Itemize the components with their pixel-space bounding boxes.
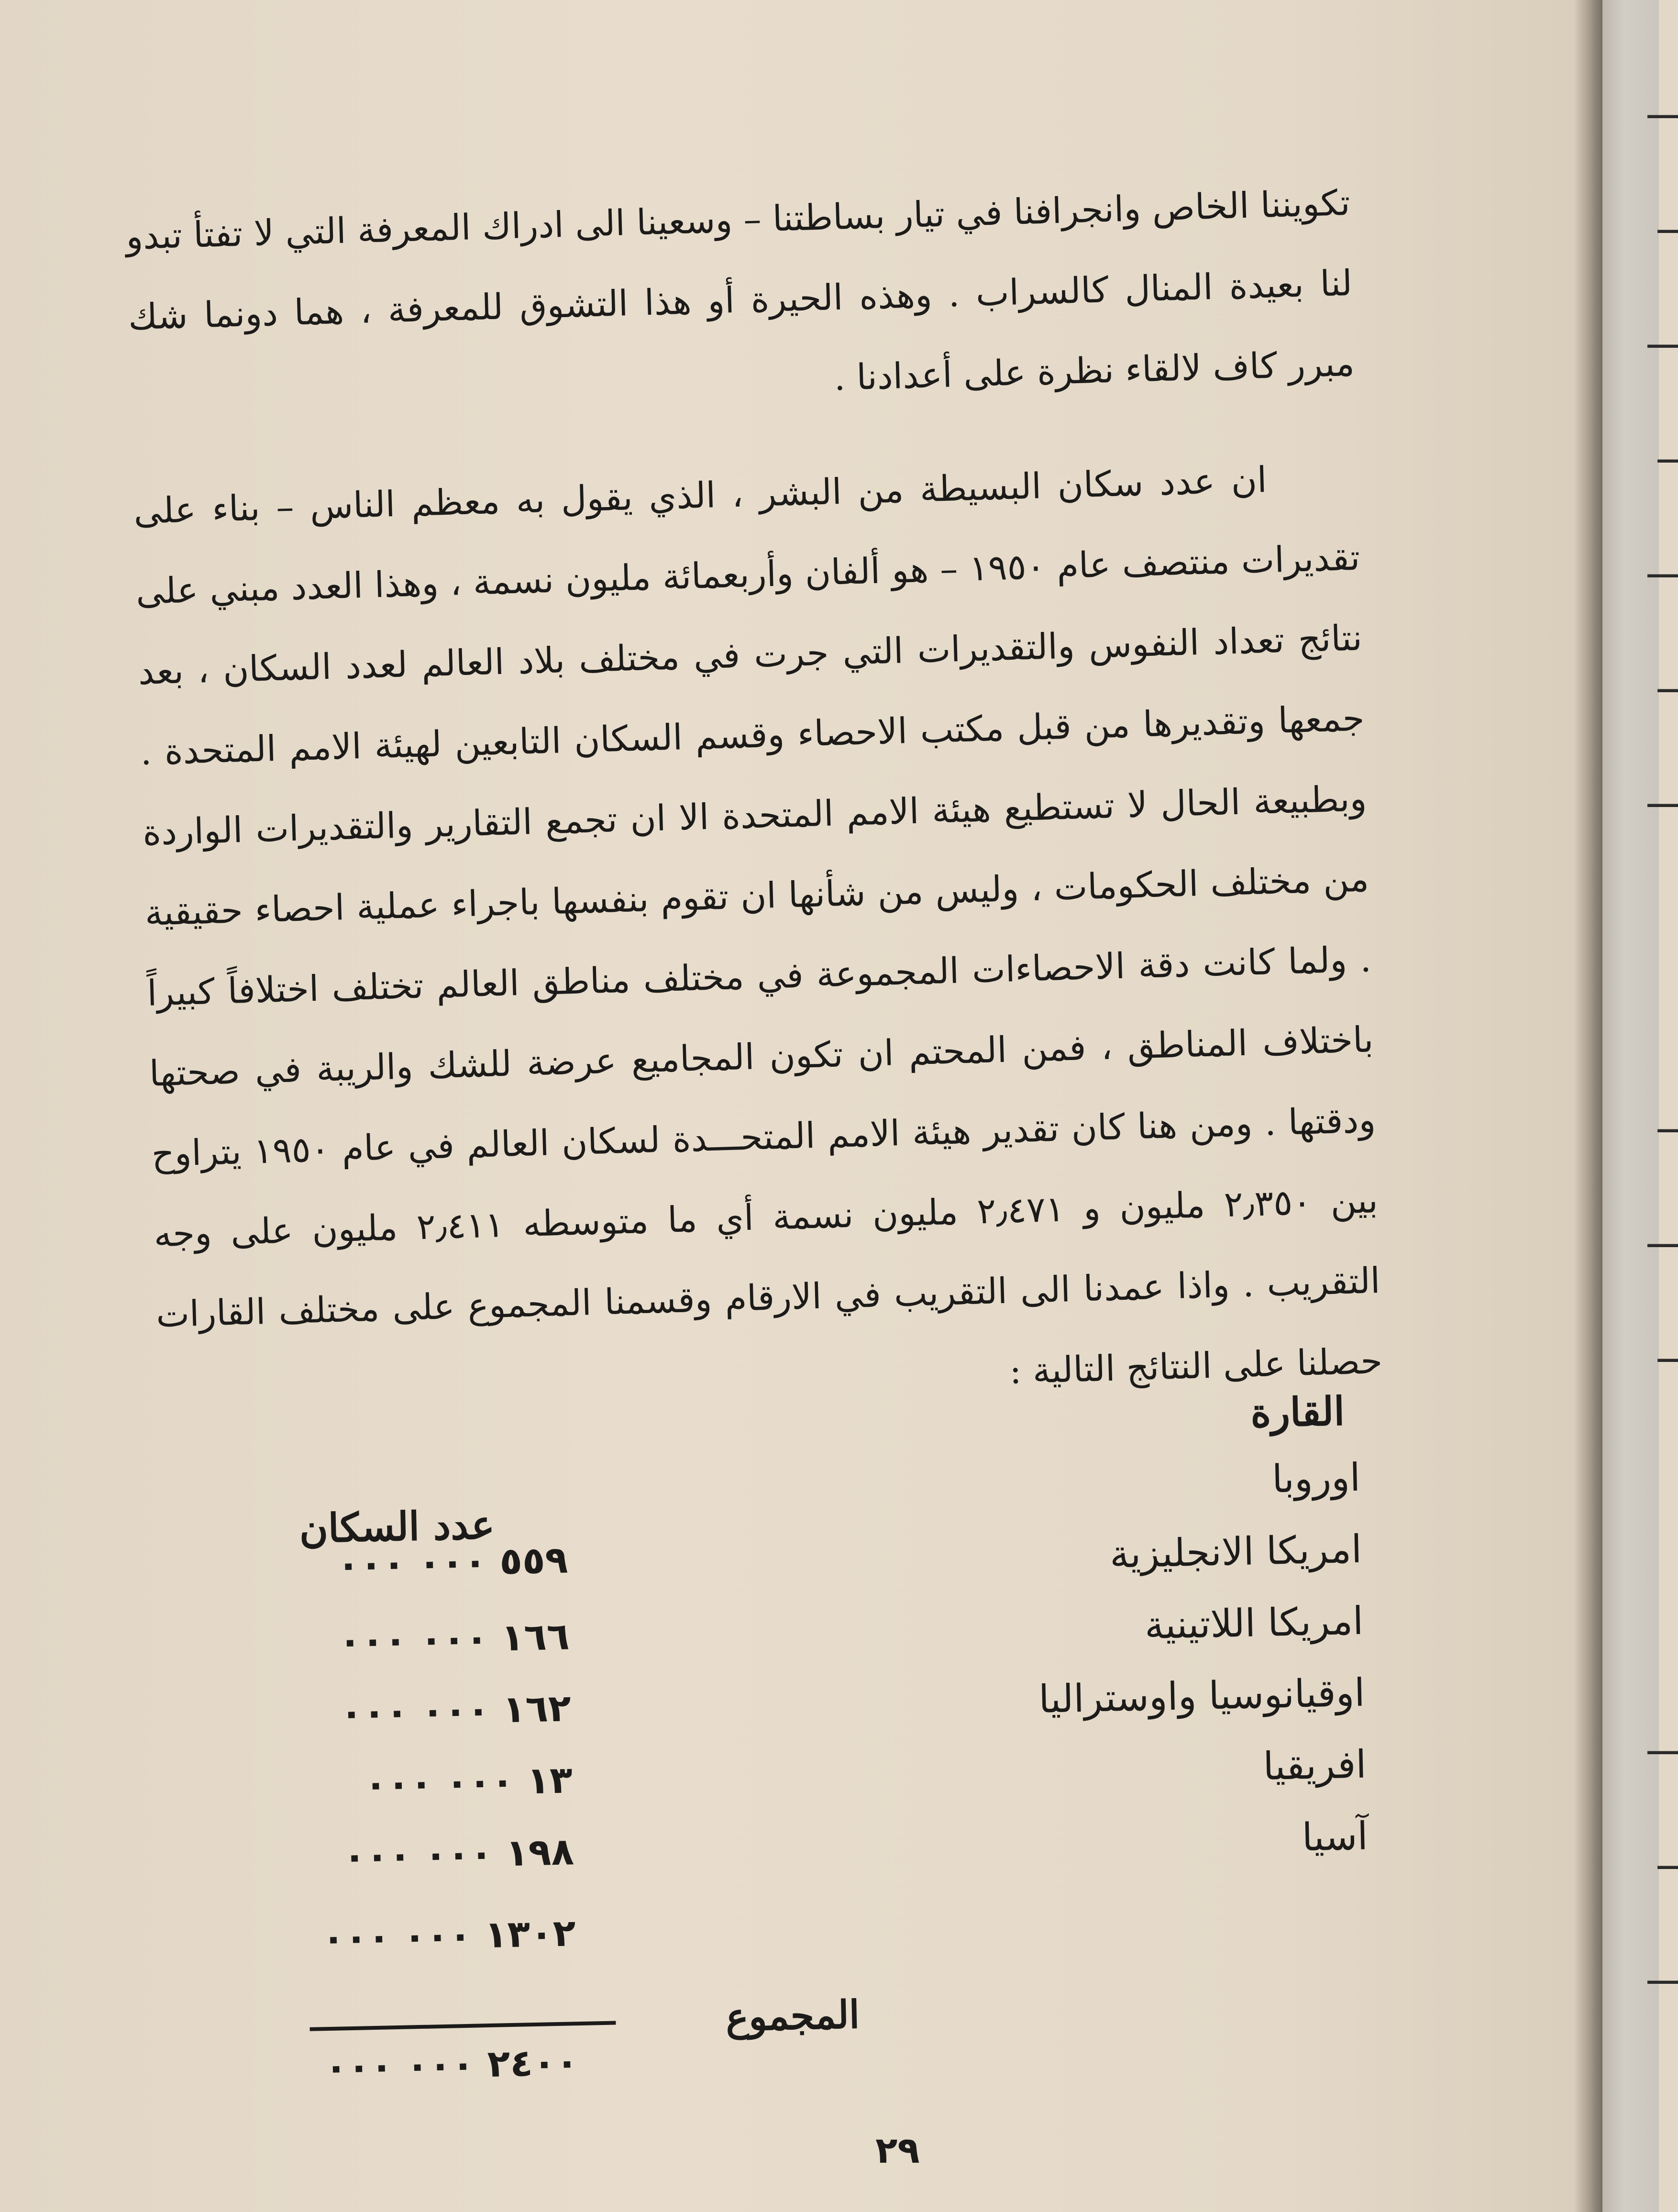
population-value: ١٣٠٢ ٠٠٠ ٠٠٠ (321, 1912, 576, 1960)
paragraph-2: ان عدد سكان البسيطة من البشر ، الذي يقول به معظم الناس – بناء على تقديرات منتصف عام ١٩٥٠ – هو ألفان وأربعمائة مليون نسمة ، وهذا العدد مبني على نتائج تعداد النفوس والتقديرات التي جرت في مختلف بلاد العالم لعدد السكان ، بعد جمعها وتقديرها من قبل مكتب الاحصاء وقسم السكان التابعين لهيئة الامم المتحدة . وبطبيعة الحال لا تستطيع هيئة الامم المتحدة الا ان تجمع التقارير والتقديرات الواردة من مختلف الحكومات ، وليس من شأنها ان تقوم بنفسها باجراء عملية احصاء حقيقية . ولما كانت دقة الاحصاءات المجموعة في مختلف مناطق العالم تختلف اختلافاً كبيراً باختلاف المناطق ، فمن المحتم ان تكون المجاميع عرضة للشك والريبة في صحتها ودقتها . ومن هنا كان تقدير هيئة الامم المتحـــدة لسكان العالم في عام ١٩٥٠ يتراوح بين ٢٫٣٥٠ مليون و ٢٫٤٧١ مليون نسمة أي ما متوسطه ٢٫٤١١ مليون على وجه التقريب . واذا عمدنا الى التقريب في الارقام وقسمنا المجموع على مختلف القارات حصلنا على النتائج التالية : (133, 459, 1383, 1392)
continent-label: افريقيا (1262, 1742, 1367, 1789)
adjacent-page-edge (1602, 0, 1678, 2212)
total-divider (310, 2021, 616, 2031)
continent-label: آسيا (1301, 1814, 1369, 1860)
adjacent-page-text-fragment: ــ (1657, 201, 1678, 241)
adjacent-page-text-fragment: ـــ (1647, 1215, 1678, 1255)
adjacent-page-text-fragment: ـــ (1647, 86, 1678, 126)
body-text (125, 163, 1383, 1435)
column-header-continent: القارة (1250, 1388, 1346, 1437)
total-value: ٢٤٠٠ ٠٠٠ ٠٠٠ (324, 2041, 579, 2090)
population-value: ١٦٦ ٠٠٠ ٠٠٠ (338, 1615, 570, 1663)
adjacent-page-text-fragment: ــ (1657, 1100, 1678, 1140)
paragraph-1: تكويننا الخاص وانجرافنا في تيار بساطتنا – وسعينا الى ادراك المعرفة التي لا تفتأ تبدو لنا بعيدة المنال كالسراب . وهذه الحيرة أو هذا التشوق للمعرفة ، هما دونما شك مبرر كاف لالقاء نظرة على أعدادنا . (125, 182, 1355, 399)
adjacent-page-text-fragment: ـــ (1647, 316, 1678, 356)
population-table (297, 1387, 1412, 2128)
population-value: ١٩٨ ٠٠٠ ٠٠٠ (342, 1830, 574, 1879)
total-label: المجموع (725, 1991, 861, 2040)
population-value: ٥٥٩ ٠٠٠ ٠٠٠ (336, 1538, 569, 1587)
continent-label: اوروبا (1271, 1455, 1361, 1502)
adjacent-page-text-fragment: ــ (1657, 1837, 1678, 1877)
continent-label: امريكا الانجليزية (1109, 1526, 1363, 1577)
adjacent-page-text-fragment: ـــ (1647, 1952, 1678, 1992)
adjacent-page-text-fragment: ـــ (1647, 545, 1678, 586)
adjacent-page-text-fragment: ـــ (1647, 775, 1678, 815)
continent-label: اوقيانوسيا واوستراليا (1038, 1670, 1366, 1722)
population-value: ١٣ ٠٠٠ ٠٠٠ (364, 1759, 573, 1806)
adjacent-page-text-fragment: ـــ (1647, 1722, 1678, 1762)
gutter-shadow (1574, 0, 1602, 2212)
column-header-population: عدد السكان (298, 1502, 496, 1552)
page-number: ٢٩ (875, 2129, 920, 2171)
adjacent-page-text-fragment: ــ (1657, 431, 1678, 471)
adjacent-page-text-fragment: ــ (1657, 660, 1678, 700)
continent-label: امريكا اللاتينية (1144, 1598, 1364, 1648)
population-value: ١٦٢ ٠٠٠ ٠٠٠ (340, 1687, 572, 1735)
adjacent-page-text-fragment: ــ (1657, 1330, 1678, 1370)
